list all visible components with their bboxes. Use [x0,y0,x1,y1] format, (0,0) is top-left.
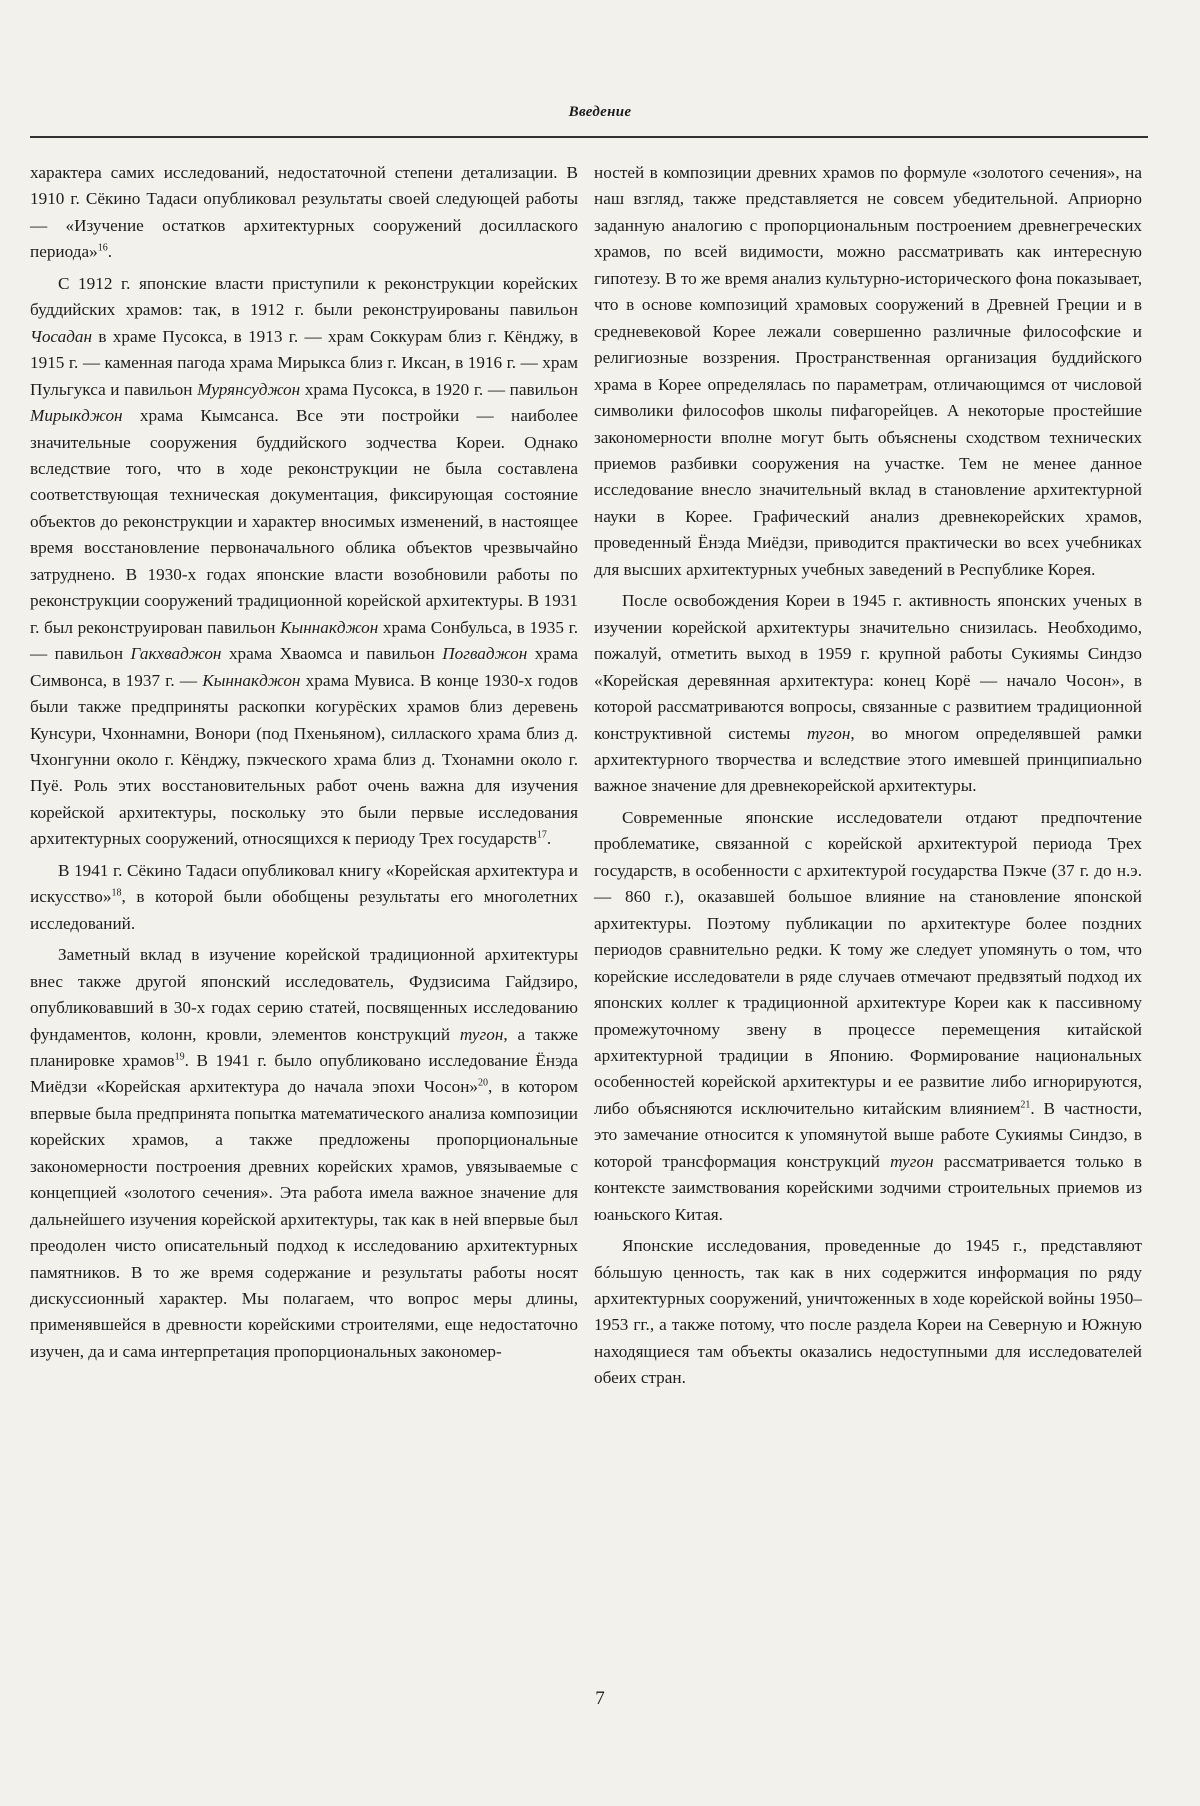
paragraph: С 1912 г. японские власти приступили к реконструкции корейских буддийских храмов: так, в 1912 г. были реконструированы павильон Чосадан в храме Пусокса, в 1913 г. — храм Соккурам близ г. Кёнджу, в 1915 г. — каменная пагода храма Мирыкса близ г. Иксан, в 1916 г. — храм Пульгукса и павильон Мурянсуджон храма Пусокса, в 1920 г. — павильон Мирыкджон храма Кымсанса. Все эти постройки — наиболее значительные сооружения буддийского зодчества Кореи. Однако вследствие того, что в ходе реконструкции не была составлена соответствующая техническая документация, фиксирующая состояние объектов до реконструкции и характер вносимых изменений, в настоящее время восстановление первоначального облика объектов чрезвычайно затруднено. В 1930-х годах японские власти возобновили работы по реконструкции сооружений традиционной корейской архитектуры. В 1931 г. был реконструирован павильон Кыннакджон храма Сонбульса, в 1935 г. — павильон Гакхваджон храма Хваомса и павильон Погваджон храма Симвонса, в 1937 г. — Кыннакджон храма Мувиса. В конце 1930-х годов были также предприняты раскопки когурёских храмов близ деревень Кунсури, Чхоннамни, Вонори (под Пхеньяном), силлаского храма близ д. Чхонгунни около г. Кёнджу, пэкческого храма близ д. Тхонамни около г. Пуё. Роль этих восстановительных работ очень важна для изучения корейской архитектуры, поскольку это были первые исследования архитектурных сооружений, относящихся к периоду Трех государств$^{17}$. [30,273,578,849]
left-column [30,160,578,1365]
paragraph: После освобождения Кореи в 1945 г. активность японских ученых в изучении корейской архитектуры значительно снизилась. Необходимо, пожалуй, отметить выход в 1959 г. крупной работы Сукиямы Синдзо «Корейская деревянная архитектура: конец Корё — начало Чосон», в которой рассматриваются вопросы, связанные с развитием традиционной конструктивной системы тугон, во многом определявшей рамки архитектурного творчества и вследствие этого имевшей принципиально важное значение для древнекорейской архитектуры. [594,591,1142,796]
paragraph: Заметный вклад в изучение корейской традиционной архитектуры внес также другой японский исследователь, Фудзисима Гайдзиро, опубликовавший в 30-х годах серию статей, посвященных исследованию фундаментов, колонн, кровли, элементов конструкций тугон, а также планировке храмов$^{19}$. В 1941 г. было опубликовано исследование Ёнэда Миёдзи «Корейская архитектура до начала эпохи Чосон»$^{20}$, в котором впервые была предпринята попытка математического анализа композиции корейских храмов, а также предложены пропорциональные закономерности построения древних корейских храмов, увязываемые с концепцией «золотого сечения». Эта работа имела важное значение для дальнейшего изучения корейской архитектуры, так как в ней впервые был преодолен чисто описательный подход к исследованию архитектурных памятников. В то же время содержание и результаты работы носят дискуссионный характер. Мы полагаем, что вопрос меры длины, применявшейся в древности корейскими строителями, еще недостаточно изучен, да и сама интерпретация пропорциональных закономер- [30,945,578,1361]
paragraph: ностей в композиции древних храмов по формуле «золотого сечения», на наш взгляд, также представляется не совсем убедительной. Априорно заданную аналогию с пропорциональным построением древнегреческих храмов, по всей видимости, можно рассматривать как интересную гипотезу. В то же время анализ культурно-исторического фона показывает, что в основе композиций храмовых сооружений в Древней Греции и в средневековой Корее лежали совершенно различные философские и религиозные воззрения. Пространственная организация буддийского храма в Корее определялась по параметрам, отличающимся от числовой символики философов школы пифагорейцев. А некоторые простейшие закономерности вполне могут быть объяснены сходством технических приемов разбивки сооружения на участке. Тем не менее данное исследование внесло значительный вклад в становление архитектурной науки в Корее. Графический анализ древнекорейских храмов, проведенный Ёнэда Миёдзи, приводится практически во всех учебниках для высших архитектурных учебных заведений в Республике Корея. [594,163,1142,579]
header-rule [30,136,1148,138]
running-title: Введение [568,104,632,120]
paragraph: Современные японские исследователи отдают предпочтение проблематике, связанной с корейской архитектурой периода Трех государств, в особенности с архитектурой государства Пэкче (37 г. до н.э. — 860 г.), оказавшей большое влияние на становление японской архитектуры. Поэтому публикации по архитектуре более поздних периодов сравнительно редки. К тому же следует упомянуть о том, что корейские исследователи в ряде случаев отмечают предвзятый подход их японских коллег к традиционной архитектуре Кореи как к пассивному промежуточному звену в процессе перемещения китайской архитектурной традиции в Японию. Формирование национальных особенностей корейской архитектуры и ее развитие либо игнорируются, либо объясняются исключительно китайским влиянием$^{21}$. В частности, это замечание относится к упомянутой выше работе Сукиямы Синдзо, в которой трансформация конструкций тугон рассматривается только в контексте заимствования корейскими зодчими строительных приемов из юаньского Китая. [594,807,1143,1224]
page-number: 7 [595,1688,605,1709]
paragraph: характера самих исследований, недостаточной степени детализации. В 1910 г. Сёкино Тадаси опубликовал результаты своей следующей работы — «Изучение остатков архитектурных сооружений досиллаского периода»$^{16}$. [30,163,578,262]
paragraph: Японские исследования, проведенные до 1945 г., представляют бóльшую ценность, так как в них содержится информация по ряду архитектурных сооружений, уничтоженных в ходе корейской войны 1950–1953 гг., а также потому, что после раздела Кореи на Северную и Южную находящиеся там объекты оказались недоступными для исследователей обеих стран. [594,1236,1142,1388]
right-column [594,160,1142,1392]
paragraph: В 1941 г. Сёкино Тадаси опубликовал книгу «Корейская архитектура и искусство»$^{18}$, в которой были обобщены результаты его многолетних исследований. [30,860,578,933]
